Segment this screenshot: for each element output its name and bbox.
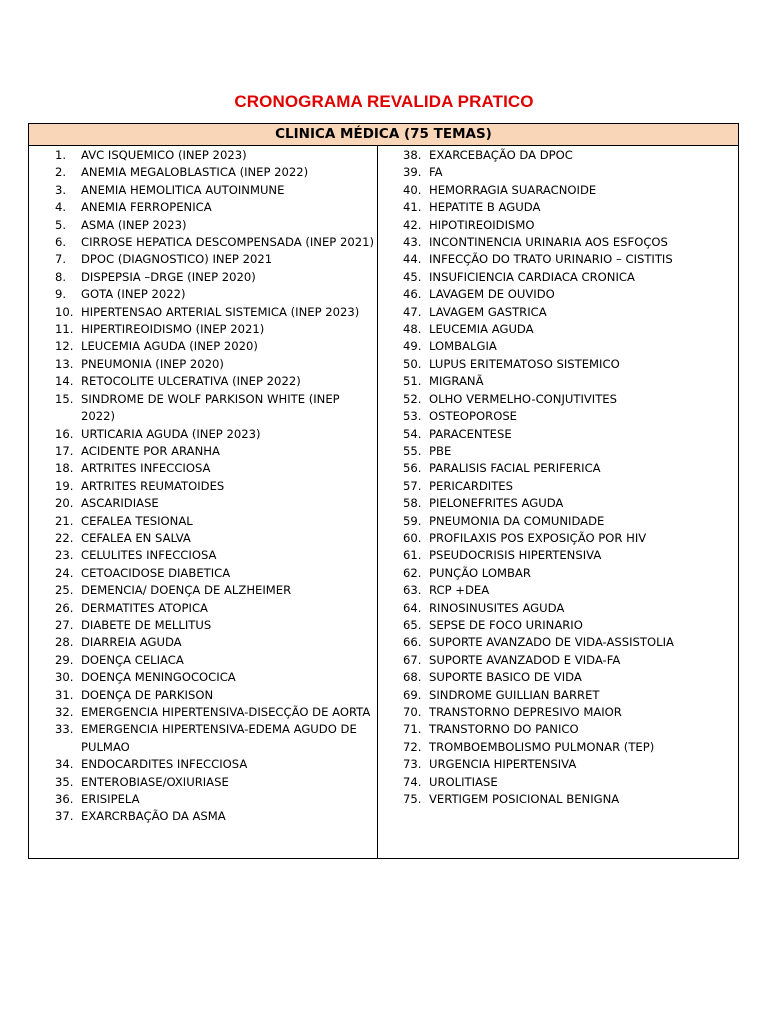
topic-number: 26. bbox=[55, 600, 74, 615]
topic-number: 19. bbox=[55, 478, 74, 493]
topic-number: 27. bbox=[55, 617, 74, 632]
topic-item bbox=[403, 652, 738, 669]
topic-number: 12. bbox=[55, 339, 74, 354]
topic-number: 69. bbox=[403, 687, 422, 702]
topic-item bbox=[403, 513, 738, 530]
topic-text: HIPERTIREOIDISMO (INEP 2021) bbox=[81, 322, 265, 337]
topic-item bbox=[403, 460, 738, 477]
topic-item bbox=[55, 217, 377, 234]
topic-number: 5. bbox=[55, 217, 67, 232]
topic-text: PARACENTESE bbox=[429, 426, 512, 441]
topic-item bbox=[403, 147, 738, 164]
topic-item bbox=[55, 513, 377, 530]
topic-number: 55. bbox=[403, 443, 422, 458]
topic-text: ASCARIDIASE bbox=[81, 496, 159, 511]
topic-item bbox=[55, 443, 377, 460]
topic-text: TRANSTORNO DO PANICO bbox=[429, 722, 579, 737]
topic-number: 37. bbox=[55, 809, 74, 824]
topic-item bbox=[403, 373, 738, 390]
topic-number: 24. bbox=[55, 565, 74, 580]
topic-item bbox=[55, 373, 377, 390]
topic-number: 65. bbox=[403, 617, 422, 632]
topic-text: DISPEPSIA –DRGE (INEP 2020) bbox=[81, 269, 256, 284]
topic-number: 50. bbox=[403, 356, 422, 371]
topic-number: 46. bbox=[403, 287, 422, 302]
topic-number: 39. bbox=[403, 165, 422, 180]
topic-number: 30. bbox=[55, 670, 74, 685]
topic-item bbox=[403, 338, 738, 355]
topic-text: ENTEROBIASE/OXIURIASE bbox=[81, 774, 229, 789]
topic-text: CELULITES INFECCIOSA bbox=[81, 548, 217, 563]
topic-text: TROMBOEMBOLISMO PULMONAR (TEP) bbox=[429, 739, 655, 754]
topic-number: 51. bbox=[403, 374, 422, 389]
topic-item bbox=[403, 199, 738, 216]
topic-text: SUPORTE AVANZADO DE VIDA-ASSISTOLIA bbox=[429, 635, 674, 650]
topic-number: 18. bbox=[55, 461, 74, 476]
topic-text: ENDOCARDITES INFECCIOSA bbox=[81, 757, 248, 772]
topic-text: RETOCOLITE ULCERATIVA (INEP 2022) bbox=[81, 374, 301, 389]
topic-item bbox=[55, 182, 377, 199]
right-column bbox=[378, 146, 738, 858]
topic-text: DIABETE DE MELLITUS bbox=[81, 617, 212, 632]
topic-number: 41. bbox=[403, 200, 422, 215]
topic-text: ARTRITES REUMATOIDES bbox=[81, 478, 225, 493]
topic-item bbox=[55, 791, 377, 808]
topic-text: URTICARIA AGUDA (INEP 2023) bbox=[81, 426, 261, 441]
topic-text: LAVAGEM GASTRICA bbox=[429, 304, 547, 319]
topic-number: 3. bbox=[55, 182, 67, 197]
topic-item bbox=[55, 756, 377, 773]
topic-item bbox=[55, 304, 377, 321]
topic-item bbox=[403, 182, 738, 199]
topic-item bbox=[55, 356, 377, 373]
topic-item bbox=[55, 321, 377, 338]
topic-number: 34. bbox=[55, 757, 74, 772]
topic-number: 57. bbox=[403, 478, 422, 493]
topic-text: RCP +DEA bbox=[429, 583, 490, 598]
topic-item bbox=[403, 217, 738, 234]
topic-item bbox=[55, 617, 377, 634]
topic-item bbox=[55, 199, 377, 216]
topic-item bbox=[55, 234, 377, 251]
topic-number: 45. bbox=[403, 269, 422, 284]
topic-number: 28. bbox=[55, 635, 74, 650]
topic-item bbox=[403, 704, 738, 721]
topic-item bbox=[403, 356, 738, 373]
topic-number: 43. bbox=[403, 235, 422, 250]
topic-number: 9. bbox=[55, 287, 67, 302]
topic-item bbox=[55, 269, 377, 286]
left-topic-list bbox=[29, 146, 377, 826]
topic-item bbox=[403, 408, 738, 425]
topic-text: PNEUMONIA DA COMUNIDADE bbox=[429, 513, 605, 528]
topic-text: PBE bbox=[429, 443, 452, 458]
topic-number: 1. bbox=[55, 148, 67, 162]
topic-text: DOENÇA CELIACA bbox=[81, 652, 184, 667]
topic-number: 75. bbox=[403, 792, 422, 807]
topic-text: ASMA (INEP 2023) bbox=[81, 217, 187, 232]
topic-number: 48. bbox=[403, 322, 422, 337]
topic-text: LUPUS ERITEMATOSO SISTEMICO bbox=[429, 356, 620, 371]
topic-text: ARTRITES INFECCIOSA bbox=[81, 461, 211, 476]
topic-number: 25. bbox=[55, 583, 74, 598]
topic-text: HEPATITE B AGUDA bbox=[429, 200, 541, 215]
topic-text: PNEUMONIA (INEP 2020) bbox=[81, 356, 224, 371]
topic-text: EMERGENCIA HIPERTENSIVA-DISECÇÃO DE AORTA bbox=[81, 705, 371, 719]
topic-number: 33. bbox=[55, 722, 74, 737]
topic-text: CEFALEA TESIONAL bbox=[81, 513, 193, 528]
topic-number: 22. bbox=[55, 530, 74, 545]
topic-text: DERMATITES ATOPICA bbox=[81, 600, 208, 615]
topic-text: PROFILAXIS POS EXPOSIÇÃO POR HIV bbox=[429, 530, 647, 545]
topic-number: 74. bbox=[403, 774, 422, 789]
topic-text: SINDROME DE WOLF PARKISON WHITE (INEP 2022) bbox=[81, 391, 340, 424]
topic-number: 70. bbox=[403, 705, 422, 719]
topic-text: OLHO VERMELHO-CONJUTIVITES bbox=[429, 391, 617, 406]
topic-number: 6. bbox=[55, 235, 67, 250]
topic-number: 53. bbox=[403, 409, 422, 424]
topic-text: ERISIPELA bbox=[81, 792, 140, 807]
topic-text: DPOC (DIAGNOSTICO) INEP 2021 bbox=[81, 252, 273, 267]
topic-number: 13. bbox=[55, 356, 74, 371]
topic-number: 29. bbox=[55, 652, 74, 667]
topic-item bbox=[55, 426, 377, 443]
topic-text: EXARCRBAÇÃO DA ASMA bbox=[81, 809, 226, 824]
topic-item bbox=[403, 443, 738, 460]
topic-text: MIGRANÃ bbox=[429, 374, 484, 389]
topic-number: 64. bbox=[403, 600, 422, 615]
topic-number: 61. bbox=[403, 548, 422, 563]
topic-text: RINOSINUSITES AGUDA bbox=[429, 600, 565, 615]
topic-item bbox=[403, 617, 738, 634]
topic-item bbox=[403, 269, 738, 286]
topic-text: PUNÇÃO LOMBAR bbox=[429, 565, 531, 580]
topic-text: HIPOTIREOIDISMO bbox=[429, 217, 535, 232]
topic-text: SUPORTE BASICO DE VIDA bbox=[429, 670, 582, 685]
topic-text: HIPERTENSAO ARTERIAL SISTEMICA (INEP 2023) bbox=[81, 304, 360, 319]
topic-number: 47. bbox=[403, 304, 422, 319]
topic-text: HEMORRAGIA SUARACNOIDE bbox=[429, 182, 597, 197]
topic-item bbox=[403, 478, 738, 495]
topic-text: CETOACIDOSE DIABETICA bbox=[81, 565, 231, 580]
topic-number: 36. bbox=[55, 792, 74, 807]
topic-item bbox=[55, 460, 377, 477]
topic-number: 49. bbox=[403, 339, 422, 354]
topic-item bbox=[55, 634, 377, 651]
topic-number: 42. bbox=[403, 217, 422, 232]
topic-item bbox=[403, 721, 738, 738]
topic-text: LOMBALGIA bbox=[429, 339, 497, 354]
topic-item bbox=[403, 164, 738, 181]
topic-number: 31. bbox=[55, 687, 74, 702]
topic-text: DOENÇA MENINGOCOCICA bbox=[81, 670, 236, 685]
topic-item bbox=[55, 721, 377, 756]
topic-text: SEPSE DE FOCO URINARIO bbox=[429, 617, 583, 632]
topic-item bbox=[403, 321, 738, 338]
topic-item bbox=[55, 547, 377, 564]
topic-item bbox=[403, 756, 738, 773]
topic-number: 2. bbox=[55, 165, 67, 180]
topic-item bbox=[55, 286, 377, 303]
topic-text: TRANSTORNO DEPRESIVO MAIOR bbox=[429, 705, 622, 719]
topic-item bbox=[403, 791, 738, 808]
topic-text: VERTIGEM POSICIONAL BENIGNA bbox=[429, 792, 620, 807]
topic-item bbox=[55, 582, 377, 599]
topic-text: PSEUDOCRISIS HIPERTENSIVA bbox=[429, 548, 602, 563]
topic-item bbox=[55, 147, 377, 164]
topic-text: ANEMIA MEGALOBLASTICA (INEP 2022) bbox=[81, 165, 309, 180]
topic-text: GOTA (INEP 2022) bbox=[81, 287, 186, 302]
topic-number: 11. bbox=[55, 322, 74, 337]
topic-item bbox=[55, 774, 377, 791]
topic-item bbox=[403, 634, 738, 651]
topic-text: LEUCEMIA AGUDA bbox=[429, 322, 534, 337]
topic-item bbox=[55, 687, 377, 704]
topic-number: 62. bbox=[403, 565, 422, 580]
topic-item bbox=[55, 338, 377, 355]
topic-text: LAVAGEM DE OUVIDO bbox=[429, 287, 555, 302]
topic-item bbox=[403, 739, 738, 756]
topic-item bbox=[403, 391, 738, 408]
topic-number: 68. bbox=[403, 670, 422, 685]
topic-number: 21. bbox=[55, 513, 74, 528]
topic-text: INCONTINENCIA URINARIA AOS ESFOÇOS bbox=[429, 235, 668, 250]
topic-item bbox=[55, 478, 377, 495]
topic-text: PARALISIS FACIAL PERIFERICA bbox=[429, 461, 601, 476]
topic-item bbox=[403, 286, 738, 303]
topic-item bbox=[403, 565, 738, 582]
topic-item bbox=[403, 530, 738, 547]
topic-text: CIRROSE HEPATICA DESCOMPENSADA (INEP 2021) bbox=[81, 235, 374, 250]
topic-item bbox=[55, 669, 377, 686]
topic-item bbox=[403, 774, 738, 791]
topic-text: INSUFICIENCIA CARDIACA CRONICA bbox=[429, 269, 635, 284]
topic-item bbox=[403, 687, 738, 704]
topic-text: SUPORTE AVANZADOD E VIDA-FA bbox=[429, 652, 621, 667]
topic-number: 10. bbox=[55, 304, 74, 319]
topic-item bbox=[55, 495, 377, 512]
topic-text: PIELONEFRITES AGUDA bbox=[429, 496, 564, 511]
topic-text: SINDROME GUILLIAN BARRET bbox=[429, 687, 600, 702]
topic-number: 60. bbox=[403, 530, 422, 545]
topic-text: ANEMIA HEMOLITICA AUTOINMUNE bbox=[81, 182, 285, 197]
topic-item bbox=[55, 652, 377, 669]
topic-number: 66. bbox=[403, 635, 422, 650]
topic-item bbox=[55, 530, 377, 547]
topic-number: 14. bbox=[55, 374, 74, 389]
topic-item bbox=[403, 582, 738, 599]
topic-item bbox=[403, 669, 738, 686]
topic-number: 54. bbox=[403, 426, 422, 441]
topic-number: 63. bbox=[403, 583, 422, 598]
topic-text: DOENÇA DE PARKISON bbox=[81, 687, 214, 702]
topic-item bbox=[403, 600, 738, 617]
topic-text: PERICARDITES bbox=[429, 478, 513, 493]
topic-number: 8. bbox=[55, 269, 67, 284]
topic-item bbox=[55, 565, 377, 582]
topic-number: 73. bbox=[403, 757, 422, 772]
topic-number: 4. bbox=[55, 200, 67, 215]
topic-text: DIARREIA AGUDA bbox=[81, 635, 182, 650]
topic-number: 58. bbox=[403, 496, 422, 511]
table-header: CLINICA MÉDICA (75 TEMAS) bbox=[29, 124, 738, 146]
topic-number: 52. bbox=[403, 391, 422, 406]
topic-number: 40. bbox=[403, 182, 422, 197]
topic-text: LEUCEMIA AGUDA (INEP 2020) bbox=[81, 339, 258, 354]
topic-number: 59. bbox=[403, 513, 422, 528]
topic-number: 72. bbox=[403, 739, 422, 754]
topic-number: 32. bbox=[55, 705, 74, 719]
topic-item bbox=[403, 495, 738, 512]
topic-number: 23. bbox=[55, 548, 74, 563]
topic-item bbox=[403, 304, 738, 321]
topic-item bbox=[403, 547, 738, 564]
topic-text: AVC ISQUEMICO (INEP 2023) bbox=[81, 148, 247, 162]
document-title: CRONOGRAMA REVALIDA PRATICO bbox=[234, 92, 534, 111]
topic-item bbox=[403, 251, 738, 268]
topic-number: 17. bbox=[55, 443, 74, 458]
topic-text: URGENCIA HIPERTENSIVA bbox=[429, 757, 577, 772]
topic-item bbox=[55, 251, 377, 268]
topic-item bbox=[55, 164, 377, 181]
topic-text: INFECÇÃO DO TRATO URINARIO – CISTITIS bbox=[429, 252, 673, 267]
topic-text: ANEMIA FERROPENICA bbox=[81, 200, 212, 215]
topic-item bbox=[55, 808, 377, 825]
topic-number: 71. bbox=[403, 722, 422, 737]
topic-item bbox=[403, 234, 738, 251]
topic-text: CEFALEA EN SALVA bbox=[81, 530, 191, 545]
topic-text: EMERGENCIA HIPERTENSIVA-EDEMA AGUDO DE PULMAO bbox=[81, 722, 357, 754]
topic-number: 35. bbox=[55, 774, 74, 789]
left-column bbox=[29, 146, 378, 858]
topic-item bbox=[55, 391, 377, 426]
right-topic-list bbox=[378, 146, 738, 808]
topic-number: 67. bbox=[403, 652, 422, 667]
topic-text: EXARCEBAÇÃO DA DPOC bbox=[429, 148, 573, 162]
topic-text: DEMENCIA/ DOENÇA DE ALZHEIMER bbox=[81, 583, 292, 598]
topic-text: FA bbox=[429, 165, 443, 180]
topic-number: 7. bbox=[55, 252, 67, 267]
topic-item bbox=[55, 704, 377, 721]
topic-number: 20. bbox=[55, 496, 74, 511]
topic-number: 38. bbox=[403, 148, 422, 162]
topic-item bbox=[403, 426, 738, 443]
topics-table bbox=[28, 123, 739, 859]
topic-number: 56. bbox=[403, 461, 422, 476]
topic-number: 16. bbox=[55, 426, 74, 441]
topic-text: ACIDENTE POR ARANHA bbox=[81, 443, 220, 458]
topic-text: UROLITIASE bbox=[429, 774, 498, 789]
topic-number: 15. bbox=[55, 391, 74, 406]
topic-text: OSTEOPOROSE bbox=[429, 409, 518, 424]
topic-number: 44. bbox=[403, 252, 422, 267]
topic-item bbox=[55, 600, 377, 617]
